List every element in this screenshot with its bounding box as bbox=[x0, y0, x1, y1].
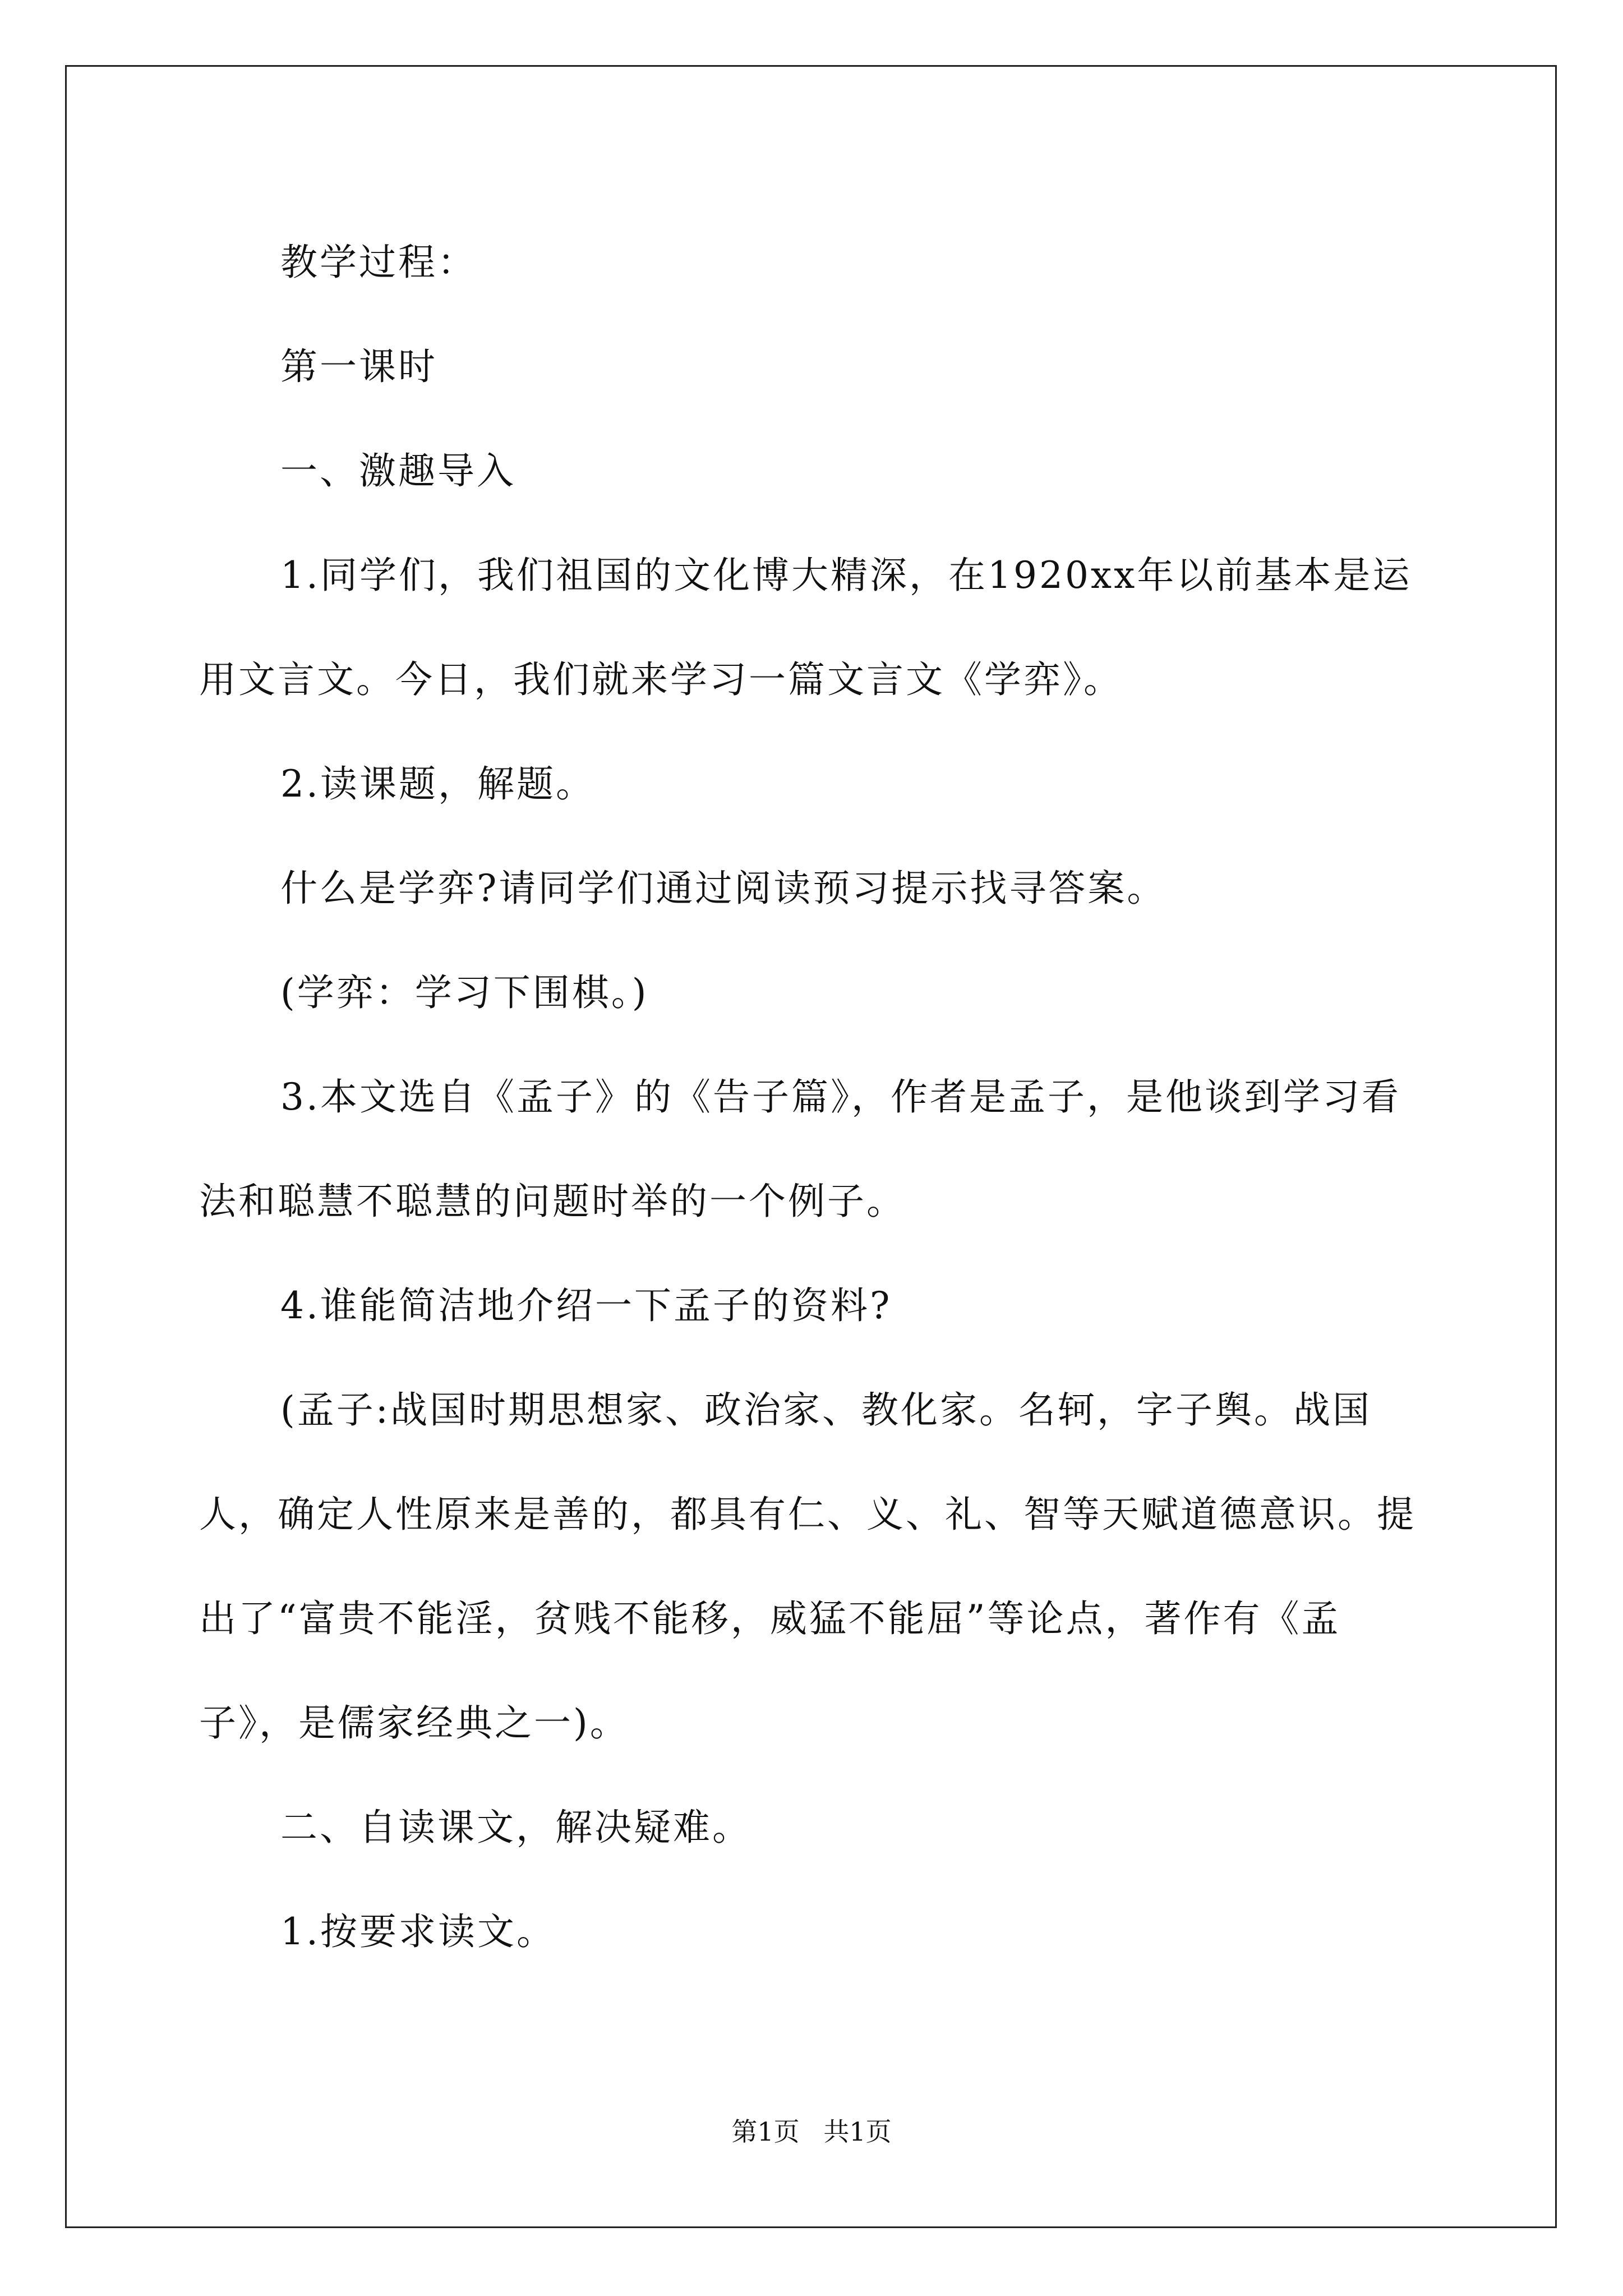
page-footer bbox=[0, 2115, 1623, 2148]
paragraph-mencius-bio: (孟子:战国时期思想家、政治家、教化家。名轲，字子舆。战国人，确定人性原来是善的，都具有仁、义、礼、智等天赋道德意识。提出了“富贵不能淫，贫贱不能移，威猛不能屈”等论点，著作有《孟子》，是儒家经典之一)。 bbox=[199, 1388, 1416, 1745]
paragraph-item-3: 3.本文选自《孟子》的《告子篇》，作者是孟子，是他谈到学习看法和聪慧不聪慧的问题时举的一个例子。 bbox=[199, 1075, 1401, 1223]
paragraph-item-1: 1.同学们，我们祖国的文化博大精深，在1920xx年以前基本是运用文言文。今日，我们就来学习一篇文言文《学弈》。 bbox=[199, 554, 1412, 701]
page-number-current: 第1页 bbox=[731, 2116, 800, 2147]
paragraph-question: 什么是学弈?请同学们通过阅读预习提示找寻答案。 bbox=[280, 867, 1166, 910]
document-body bbox=[199, 210, 1422, 1984]
paragraph-item-2: 2.读课题，解题。 bbox=[280, 762, 595, 806]
paragraph-section-two: 二、自读课文，解决疑难。 bbox=[280, 1806, 751, 1849]
paragraph-section-one: 一、激趣导入 bbox=[280, 449, 516, 493]
page-number-total: 共1页 bbox=[823, 2116, 892, 2147]
paragraph-item-4: 4.谁能简洁地介绍一下孟子的资料? bbox=[280, 1284, 892, 1327]
paragraph-lesson-one: 第一课时 bbox=[280, 345, 437, 388]
paragraph-heading-process: 教学过程： bbox=[280, 241, 477, 284]
paragraph-answer: (学弈：学习下围棋。) bbox=[280, 971, 649, 1014]
paragraph-item-read: 1.按要求读文。 bbox=[280, 1910, 556, 1953]
